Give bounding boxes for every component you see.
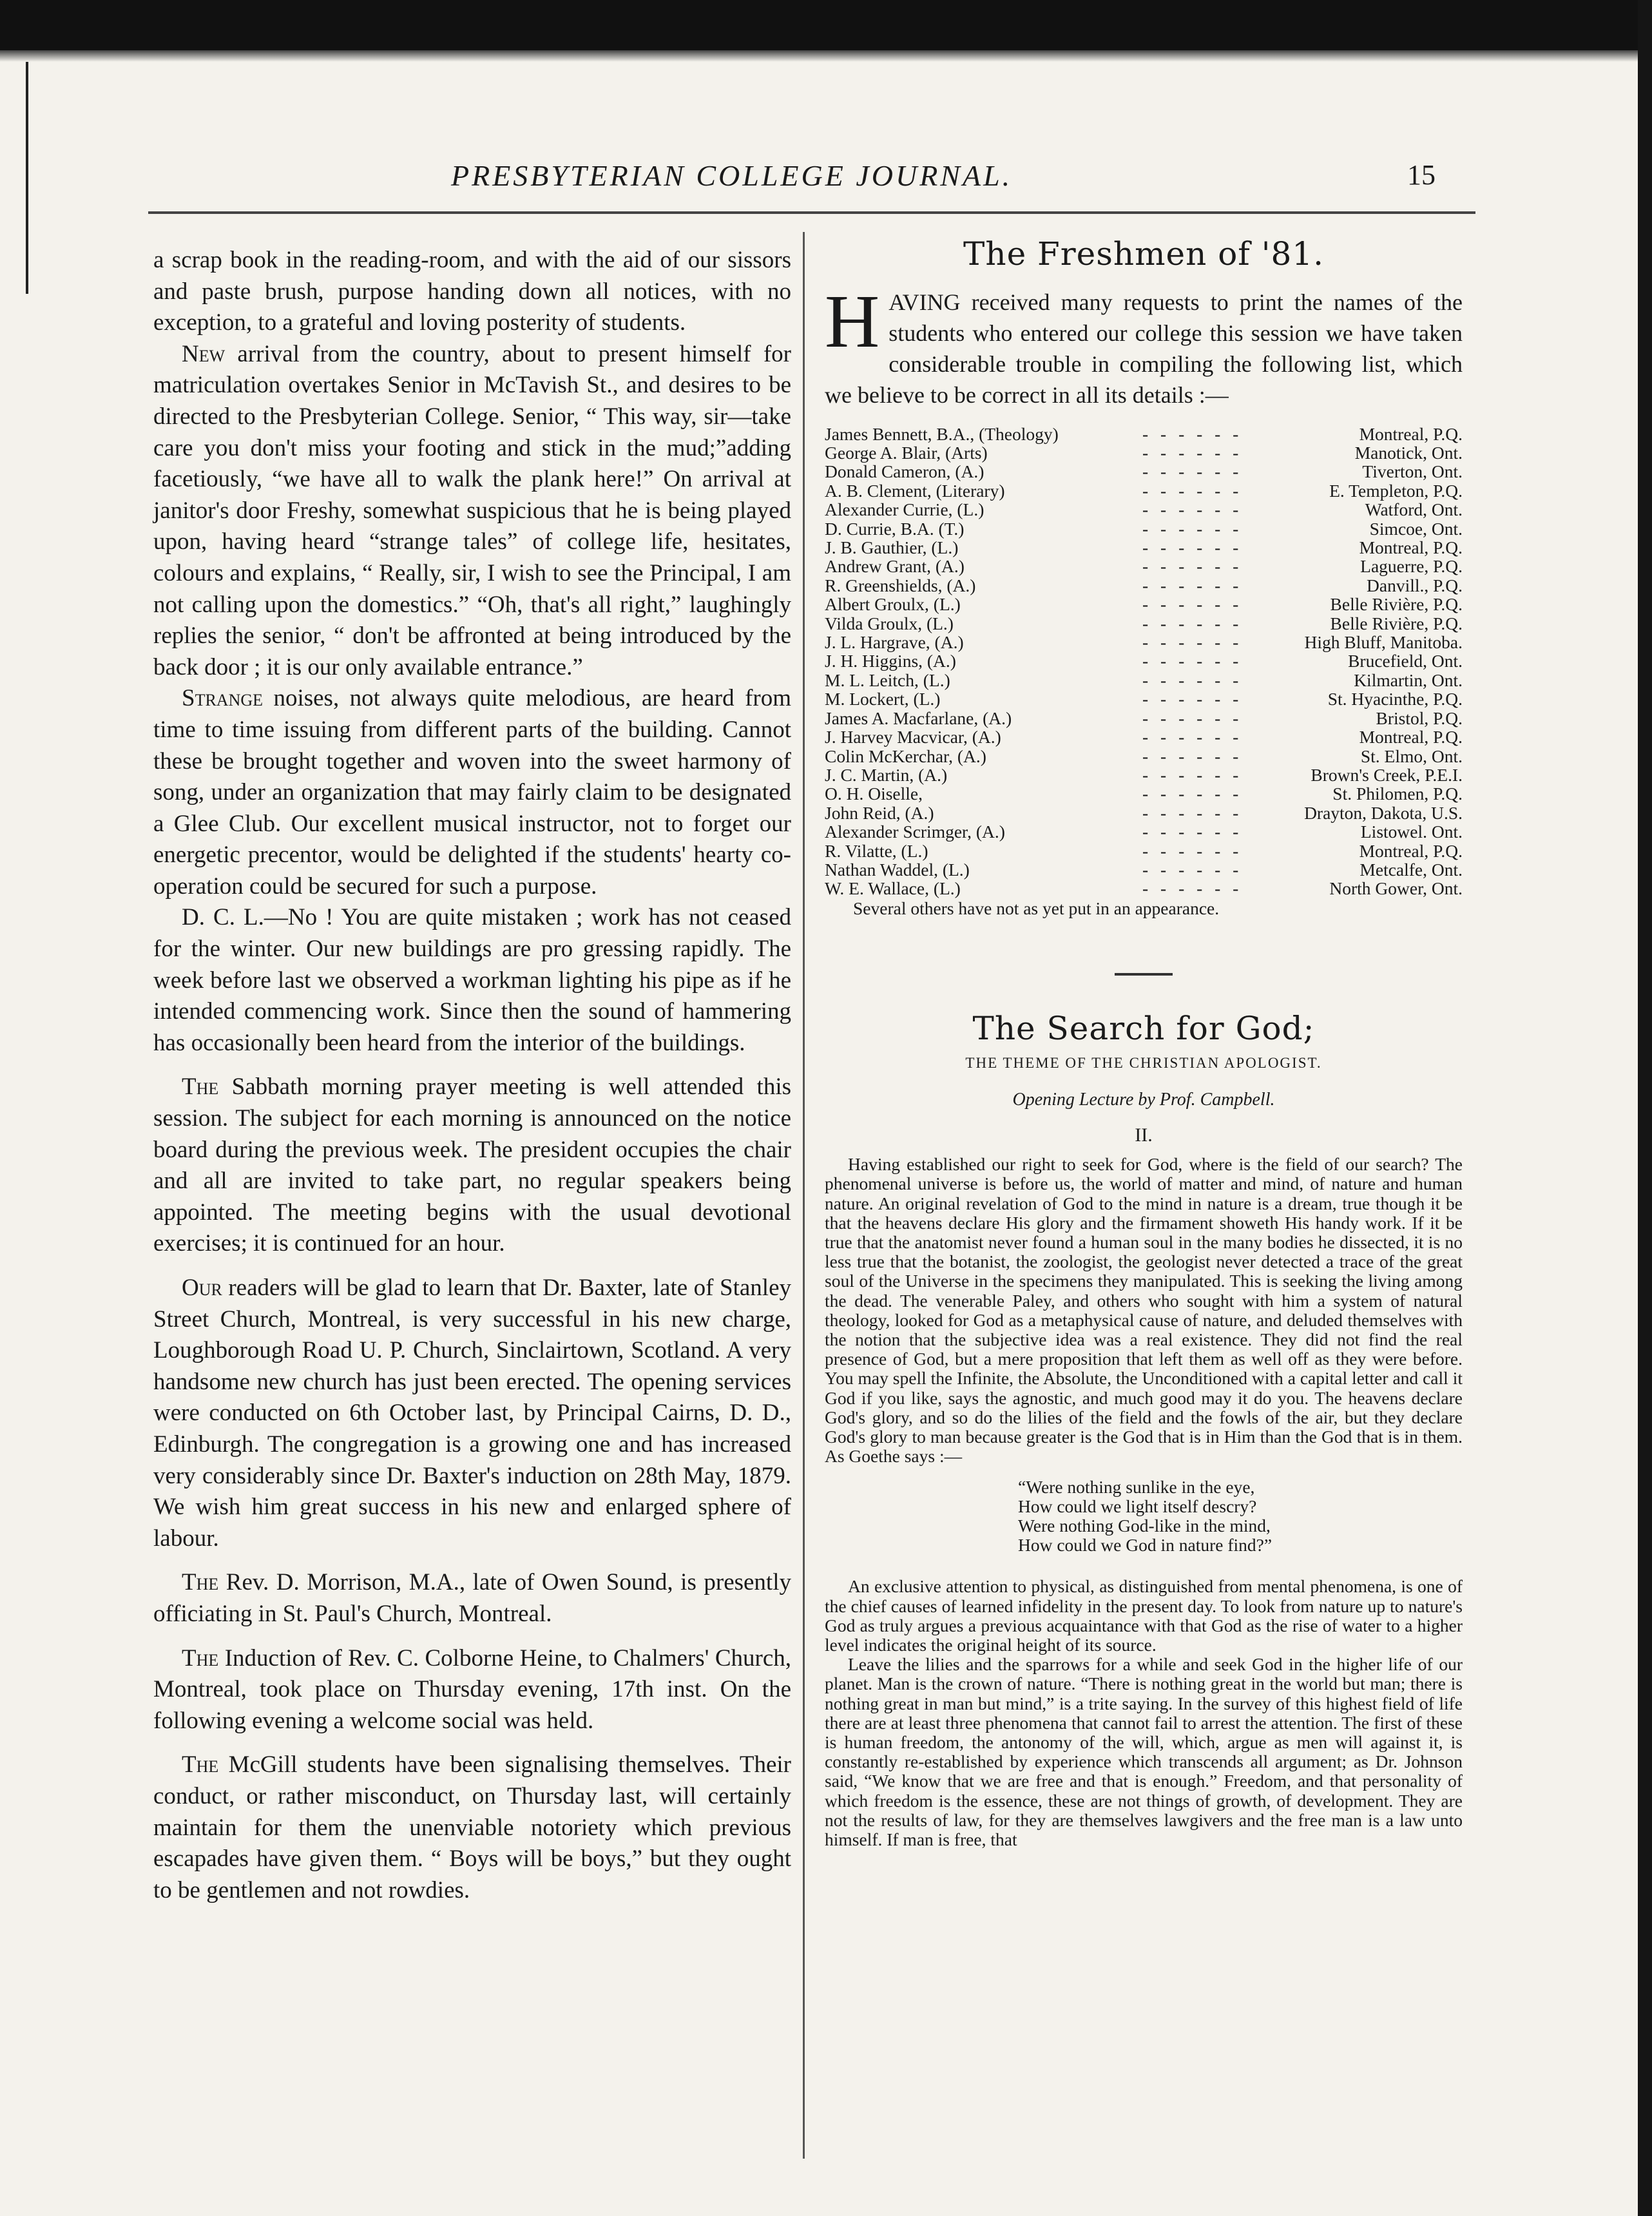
- student-row: [825, 462, 1463, 481]
- student-name: J. H. Higgins, (A.): [825, 651, 956, 671]
- paragraph: The Rev. D. Morrison, M.A., late of Owen Sound, is presently officiating in St. Paul's Church, Montreal.: [153, 1569, 791, 1627]
- student-row: [825, 633, 1463, 651]
- poem-line: Were nothing God-like in the mind,: [1018, 1516, 1271, 1536]
- student-name: James A. Macfarlane, (A.): [825, 708, 1012, 728]
- dot-leader: - - - - - -: [1142, 708, 1243, 728]
- dot-leader: - - - - - -: [1142, 878, 1243, 899]
- paragraph: The Induction of Rev. C. Colborne Heine, to Chalmers' Church, Montreal, took place on Thursday evening, 17th inst. On the following evening a welcome social was held.: [153, 1644, 791, 1734]
- student-name: Alexander Scrimger, (A.): [825, 822, 1005, 842]
- student-hometown: Montreal, P.Q.: [1359, 727, 1463, 747]
- student-row: [825, 784, 1463, 803]
- dot-leader: - - - - - -: [1142, 784, 1243, 804]
- poem-line: How could we light itself descry?: [1018, 1496, 1257, 1517]
- student-hometown: St. Hyacinthe, P.Q.: [1327, 689, 1463, 709]
- student-name: Vilda Groulx, (L.): [825, 613, 954, 633]
- column-divider: [803, 232, 805, 2159]
- student-hometown: High Bluff, Manitoba.: [1304, 632, 1463, 653]
- freshmen-intro: HAVING received many requests to print the names of the students who entered our college this session we have taken considerable trouble in compiling the following list, which we believe to be correct in all its details :—: [825, 278, 1463, 408]
- left-column: [153, 245, 791, 1906]
- dot-leader: - - - - - -: [1142, 840, 1243, 861]
- student-name: John Reid, (A.): [825, 802, 934, 823]
- paragraph: a scrap book in the reading-room, and with the aid of our sissors and paste brush, purpose handing down all notices, with no exception, to a grateful and loving posterity of students.: [153, 247, 791, 336]
- student-row: [825, 766, 1463, 784]
- student-name: George A. Blair, (Arts): [825, 443, 988, 463]
- dot-leader: - - - - - -: [1142, 594, 1243, 615]
- dot-leader: - - - - - -: [1142, 727, 1243, 747]
- paragraph: Strange noises, not always quite melodious, are heard from time to time issuing from different parts of the building. Cannot these be brought together and woven into the sweet harmony of song, under an organization that may fairly claim to be designated a Glee Club. Our excellent musical instructor, not to forget our energetic precentor, would be delighted if the students' hearty co-operation could be secured for such a purpose.: [153, 685, 791, 900]
- goethe-quote: [1018, 1478, 1463, 1555]
- student-hometown: E. Templeton, P.Q.: [1329, 480, 1463, 501]
- student-hometown: Manotick, Ont.: [1354, 443, 1463, 463]
- student-row: [825, 689, 1463, 708]
- student-name: J. L. Hargrave, (A.): [825, 632, 964, 653]
- poem-line: How could we God in nature find?”: [1018, 1535, 1273, 1556]
- drop-cap: H: [825, 278, 880, 363]
- running-title: PRESBYTERIAN COLLEGE JOURNAL.: [451, 159, 1013, 192]
- student-name: O. H. Oiselle,: [825, 784, 923, 804]
- student-hometown: St. Philomen, P.Q.: [1332, 784, 1463, 804]
- student-hometown: Metcalfe, Ont.: [1359, 859, 1463, 880]
- student-name: A. B. Clement, (Literary): [825, 480, 1005, 501]
- student-hometown: Kilmartin, Ont.: [1354, 670, 1463, 690]
- student-hometown: Tiverton, Ont.: [1362, 461, 1463, 482]
- dot-leader: - - - - - -: [1142, 461, 1243, 482]
- paragraph: The McGill students have been signalising themselves. Their conduct, or rather misconduct, on Thursday last, will certainly maintain for them the unenviable notoriety which previous escapades have given them. “ Boys will be boys,” but they ought to be gentlemen and not rowdies.: [153, 1751, 791, 1903]
- paragraph: Our readers will be glad to learn that Dr. Baxter, late of Stanley Street Church, Montreal, is very successful in his new charge, Loughborough Road U. P. Church, Sinclairtown, Scotland. A very handsome new church has just been erected. The opening services were conducted on 6th October last, by Principal Cairns, D. D., Edinburgh. The congregation is a growing one and has increased very considerably since Dr. Baxter's induction on 28th May, 1879. We wish him great success in his new and enlarged sphere of labour.: [153, 1275, 791, 1552]
- student-row: [825, 595, 1463, 613]
- scan-left-mark: [26, 62, 28, 294]
- student-row: [825, 747, 1463, 766]
- dot-leader: - - - - - -: [1142, 556, 1243, 577]
- freshmen-title: The Freshmen of '81.: [963, 235, 1324, 273]
- dot-leader: - - - - - -: [1142, 764, 1243, 785]
- student-hometown: Montreal, P.Q.: [1359, 423, 1463, 444]
- student-name: J. Harvey Macvicar, (A.): [825, 727, 1001, 747]
- student-hometown: Belle Rivière, P.Q.: [1330, 613, 1463, 633]
- student-row: [825, 804, 1463, 822]
- dot-leader: - - - - - -: [1142, 575, 1243, 595]
- dot-leader: - - - - - -: [1142, 822, 1243, 842]
- student-name: M. Lockert, (L.): [825, 689, 941, 709]
- student-name: Andrew Grant, (A.): [825, 556, 965, 577]
- student-name: Colin McKerchar, (A.): [825, 746, 986, 766]
- student-row: [825, 842, 1463, 860]
- student-row: [825, 576, 1463, 595]
- paragraph: New arrival from the country, about to present himself for matriculation overtakes Senior in McTavish St., and desires to be directed to the Presbyterian College. Senior, “ This way, sir—take care you don't miss your footing and stick in the mud;”adding facetiously, “we have all to walk the plank here!” On arrival at janitor's door Freshy, somewhat suspicious that he is being played upon, having heard “strange tales” of college life, hesitates, colours and explains, “ Really, sir, I wish to see the Principal, I am not calling upon the domestics.” “Oh, that's all right,” laughingly replies the senior, “ don't be affronted at being introduced by the back door ; it is our only available entrance.”: [153, 340, 791, 680]
- student-hometown: Montreal, P.Q.: [1359, 537, 1463, 558]
- dot-leader: - - - - - -: [1142, 746, 1243, 766]
- student-name: Nathan Waddel, (L.): [825, 859, 970, 880]
- dot-leader: - - - - - -: [1142, 613, 1243, 633]
- student-name: W. E. Wallace, (L.): [825, 878, 961, 899]
- student-name: J. B. Gauthier, (L.): [825, 537, 959, 558]
- paragraph: The Sabbath morning prayer meeting is well attended this session. The subject for each morning is announced on the notice board during the previous week. The president occupies the chair and all are invited to take part, no regular speakers being appointed. The meeting begins with the usual devotional exercises; it is continued for an hour.: [153, 1074, 791, 1257]
- student-row: [825, 822, 1463, 841]
- dot-leader: - - - - - -: [1142, 443, 1243, 463]
- dot-leader: - - - - - -: [1142, 518, 1243, 539]
- paragraph: Having established our right to seek for God, where is the field of our search? The phenomenal universe is before us, the world of matter and mind, of nature and human nature. An original revelation of God to the mind in nature is a dream, true though it be that the heavens declare His glory and the firmament showeth His handy work. If it be true that the anatomist never found a human soul in the many bodies he dissected, it is no less true that the botanist, the zoologist, the geologist never detected a trace of the great soul of the Universe in the specimens they manipulated. This is seeking the living among the dead. The venerable Paley, and others who sought with him a system of natural theology, looked for God as a metaphysical cause of nature, and deluded themselves with the notion that the subjective idea was a real existence. They did not find the real presence of God, but a mere proposition that left them as well off as they were before. You may spell the Infinite, the Absolute, the Unconditioned with a capital letter and call it God if you like, says the agnostic, and much good may it do you. The heavens declare God's glory, and so do the lilies of the field and the fowls of the air, but they declare God's glory to man because greater is the God that is in Him than the God that is in them. As Goethe says :—: [825, 1154, 1463, 1467]
- student-name: R. Greenshields, (A.): [825, 575, 976, 595]
- header-rule: [148, 211, 1475, 214]
- student-row: [825, 614, 1463, 633]
- section-divider: [1115, 973, 1173, 976]
- student-row: [825, 500, 1463, 519]
- student-row: [825, 557, 1463, 575]
- page-number: 15: [1407, 159, 1436, 191]
- dot-leader: - - - - - -: [1142, 859, 1243, 880]
- student-row: [825, 651, 1463, 670]
- student-hometown: Bristol, P.Q.: [1376, 708, 1463, 728]
- student-hometown: North Gower, Ont.: [1329, 878, 1463, 899]
- student-hometown: Brown's Creek, P.E.I.: [1311, 764, 1463, 785]
- dot-leader: - - - - - -: [1142, 689, 1243, 709]
- dot-leader: - - - - - -: [1142, 802, 1243, 823]
- poem-line: “Were nothing sunlike in the eye,: [1018, 1477, 1255, 1498]
- student-hometown: Laguerre, P.Q.: [1360, 556, 1463, 577]
- scan-top-border: [0, 0, 1652, 50]
- student-row: [825, 709, 1463, 727]
- student-name: J. C. Martin, (A.): [825, 764, 948, 785]
- student-row: [825, 443, 1463, 462]
- paragraph: Leave the lilies and the sparrows for a while and seek God in the higher life of our planet. Man is the crown of nature. “There is nothing great in the world but man; there is nothing great in man but mind,” is a trite saying. In the survey of this highest field of life there are at least three phenomena that cannot fail to arrest the attention. The first of these is human freedom, the antonomy of the will, which, argue as men will against it, is constantly re-established by experience which transcends all argument; as Dr. Johnson said, “We know that we are free and that is enough.” Freedom, and that personality of which freedom is the essence, these are not things of growth, of development. They are not the results of law, for they are themselves lawgivers and the free man is a law unto himself. If man is free, that: [825, 1654, 1463, 1850]
- right-column: [825, 235, 1463, 1850]
- student-hometown: Danvill., P.Q.: [1367, 575, 1463, 595]
- student-name: D. Currie, B.A. (T.): [825, 518, 965, 539]
- scan-top-shadow: [0, 50, 1652, 62]
- lecture-byline: Opening Lecture by Prof. Campbell.: [1012, 1089, 1275, 1110]
- student-name: Alexander Currie, (L.): [825, 499, 984, 520]
- search-subtitle: THE THEME OF THE CHRISTIAN APOLOGIST.: [965, 1055, 1322, 1072]
- dot-leader: - - - - - -: [1142, 651, 1243, 671]
- part-number: II.: [1135, 1124, 1153, 1146]
- student-row: [825, 671, 1463, 689]
- student-name: James Bennett, B.A., (Theology): [825, 423, 1059, 444]
- paragraph: D. C. L.—No ! You are quite mistaken ; work has not ceased for the winter. Our new buildings are pro gressing rapidly. The week before last we observed a workman lighting his pipe as if he intended commencing work. Since then the sound of hammering has occasionally been heard from the interior of the buildings.: [153, 904, 791, 1056]
- dot-leader: - - - - - -: [1142, 670, 1243, 690]
- student-name: Donald Cameron, (A.): [825, 461, 984, 482]
- search-title: The Search for God;: [972, 1009, 1315, 1047]
- student-hometown: Listowel. Ont.: [1360, 822, 1463, 842]
- dot-leader: - - - - - -: [1142, 480, 1243, 501]
- student-name: Albert Groulx, (L.): [825, 594, 961, 615]
- freshmen-list: [825, 425, 1463, 898]
- student-hometown: Brucefield, Ont.: [1348, 651, 1463, 671]
- dot-leader: - - - - - -: [1142, 537, 1243, 558]
- student-row: [825, 519, 1463, 538]
- student-name: R. Vilatte, (L.): [825, 840, 928, 861]
- student-hometown: Drayton, Dakota, U.S.: [1304, 802, 1463, 823]
- student-row: [825, 538, 1463, 557]
- student-row: [825, 425, 1463, 443]
- student-row: [825, 481, 1463, 500]
- dot-leader: - - - - - -: [1142, 632, 1243, 653]
- scan-right-border: [1638, 0, 1652, 2216]
- student-name: M. L. Leitch, (L.): [825, 670, 950, 690]
- student-hometown: Montreal, P.Q.: [1359, 840, 1463, 861]
- dot-leader: - - - - - -: [1142, 499, 1243, 520]
- student-hometown: Simcoe, Ont.: [1369, 518, 1463, 539]
- student-hometown: Belle Rivière, P.Q.: [1330, 594, 1463, 615]
- student-hometown: St. Elmo, Ont.: [1360, 746, 1463, 766]
- lecture-body: [825, 1155, 1463, 1849]
- student-hometown: Watford, Ont.: [1365, 499, 1463, 520]
- student-row: [825, 879, 1463, 898]
- student-row: [825, 860, 1463, 879]
- paragraph: An exclusive attention to physical, as distinguished from mental phenomena, is one of the chief causes of learned infidelity in the present day. To look from nature up to nature's God as truly argues a previous acquaintance with that God as the rise of water to a higher level indicates the original height of its source.: [825, 1576, 1463, 1655]
- student-row: [825, 727, 1463, 746]
- dot-leader: - - - - - -: [1142, 423, 1243, 444]
- freshmen-note: Several others have not as yet put in an appearance.: [853, 898, 1220, 918]
